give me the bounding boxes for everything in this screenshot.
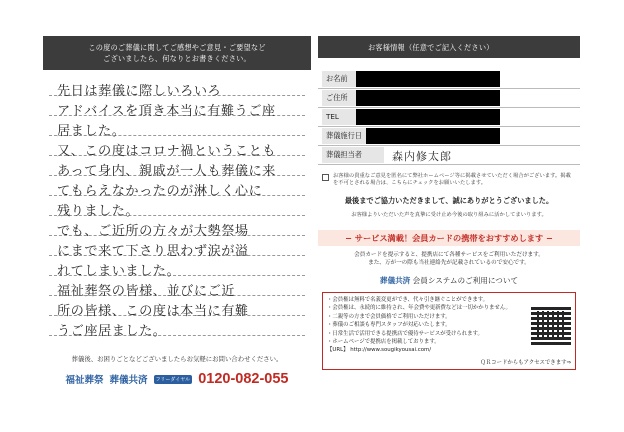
freedial-icon: フリーダイヤル [155, 376, 191, 383]
info-header: お客様情報（任意でご記入ください） [318, 36, 580, 58]
row-tel [318, 108, 580, 127]
customer-info-card [318, 36, 580, 408]
label-staff: 葬儀担当者 [322, 147, 384, 163]
system-title-brand: 葬儀共済 [379, 276, 411, 285]
handwritten-line: でも、ご近所の方々が大勢祭場 [57, 224, 249, 239]
staff-name: 森内修太郎 [392, 150, 452, 163]
benefit-item: ・会員権は無料で名義変更ができ、代々引き継ぐことができます。 [327, 297, 489, 303]
comment-header [43, 36, 311, 70]
handwritten-line: うご座居ました。 [57, 324, 167, 339]
consent-row [318, 165, 580, 187]
handwritten-line: てもらえなかったのが淋しく心に [57, 184, 263, 199]
comment-card [43, 36, 311, 408]
benefit-item: ・葬儀のご相談も専門スタッフが対応いたします。 [327, 322, 451, 329]
redaction-block [356, 109, 500, 125]
benefit-item: ・日常生活で活用できる提携店で優待サービスが受けられます。 [327, 330, 483, 337]
consent-checkbox[interactable] [322, 174, 329, 181]
thanks-text: 最後までご協力いただきまして、誠にありがとうございました。 [344, 196, 554, 205]
handwritten-line: 居ました。 [57, 124, 126, 139]
handwritten-line: 又、この度はコロナ禍ということも [57, 144, 276, 159]
qr-code-icon[interactable] [531, 305, 571, 345]
benefit-item: ・ホームページで提携店を掲載しております。 [327, 339, 440, 346]
handwritten-area [43, 72, 311, 339]
handwritten-line: あって身内、親戚が一人も葬儀に来 [57, 164, 276, 179]
label-name: お名前 [322, 71, 384, 87]
label-tel: TEL [322, 109, 384, 125]
redaction-block [356, 90, 500, 106]
consent-text: お客様の貴重なご意見を匿名にて弊社ホームページ等に掲載させていただく場合がございます。掲載を不可とされる場合は、こちらにチェックをお願いいたします。 [333, 173, 571, 186]
row-address [318, 89, 580, 108]
row-name [318, 70, 580, 89]
label-address: ご住所 [322, 90, 384, 106]
brand-fukushi: 福祉葬祭 [65, 375, 104, 386]
info-rows [318, 70, 580, 165]
handwritten-line: れてしまいました。 [57, 264, 181, 279]
system-title [318, 275, 580, 286]
thanks-subtext: お客様よりいただいた声を真摯に受け止め今後の取り組みに活かしてまいります。 [351, 212, 547, 218]
benefits-box [322, 292, 576, 370]
handwritten-line: 所の皆様、この度は本当に有難 [57, 304, 249, 319]
header-line-2: ございましたら、何なりとお書きください。 [103, 54, 251, 63]
handwritten-line: 先日は葬儀に際しいろいろ [57, 84, 222, 99]
member-card-banner: − サービス満載！会員カードの携帯をおすすめします − [318, 230, 580, 246]
handwritten-line: アドバイスを頂き本当に有難うご座 [57, 104, 276, 119]
handwritten-line: にまで来て下さり思わず涙が溢 [57, 244, 249, 259]
handwritten-line: 残りました。 [57, 204, 140, 219]
phone-number: 0120-082-055 [198, 371, 289, 387]
brand-row [43, 371, 311, 387]
benefit-item: ・二親等の方まで会員価格でご利用いただけます。 [327, 313, 451, 320]
footer-note: 葬儀後、お困りごとなどございましたらお気軽にお問い合わせください。 [71, 355, 283, 363]
redaction-block [366, 128, 500, 144]
redaction-block [356, 71, 500, 87]
header-line-1: この度のご葬儀に関してご感想やご意見・ご要望など [88, 43, 266, 52]
system-title-text: 会員システムのご利用について [410, 276, 519, 285]
qr-note: ＱＲコードからもアクセスできます⇒ [480, 360, 571, 366]
handwritten-line: 福祉葬祭の皆様、並びにご近 [57, 284, 235, 299]
desc-line-1: 会員カードを提示すると、提携店にて各種サービスをご利用いただけます。 [354, 252, 544, 258]
contact-footer [43, 348, 311, 408]
url-item[interactable]: 【URL】 http://www.sougikyousai.com/ [327, 347, 432, 354]
benefit-item: ・会員権は、永続的に維持され、年会費や更新費などは一切かかりません。 [327, 305, 511, 312]
brand-kyosai: 葬儀共済 [109, 375, 148, 386]
row-staff [318, 146, 580, 165]
desc-line-2: また、万が一の際も当社連絡先が記載されているので安心です。 [368, 260, 530, 266]
label-service-date: 葬儀施行日 [322, 128, 384, 144]
member-card-desc [318, 251, 580, 267]
row-service-date [318, 127, 580, 146]
